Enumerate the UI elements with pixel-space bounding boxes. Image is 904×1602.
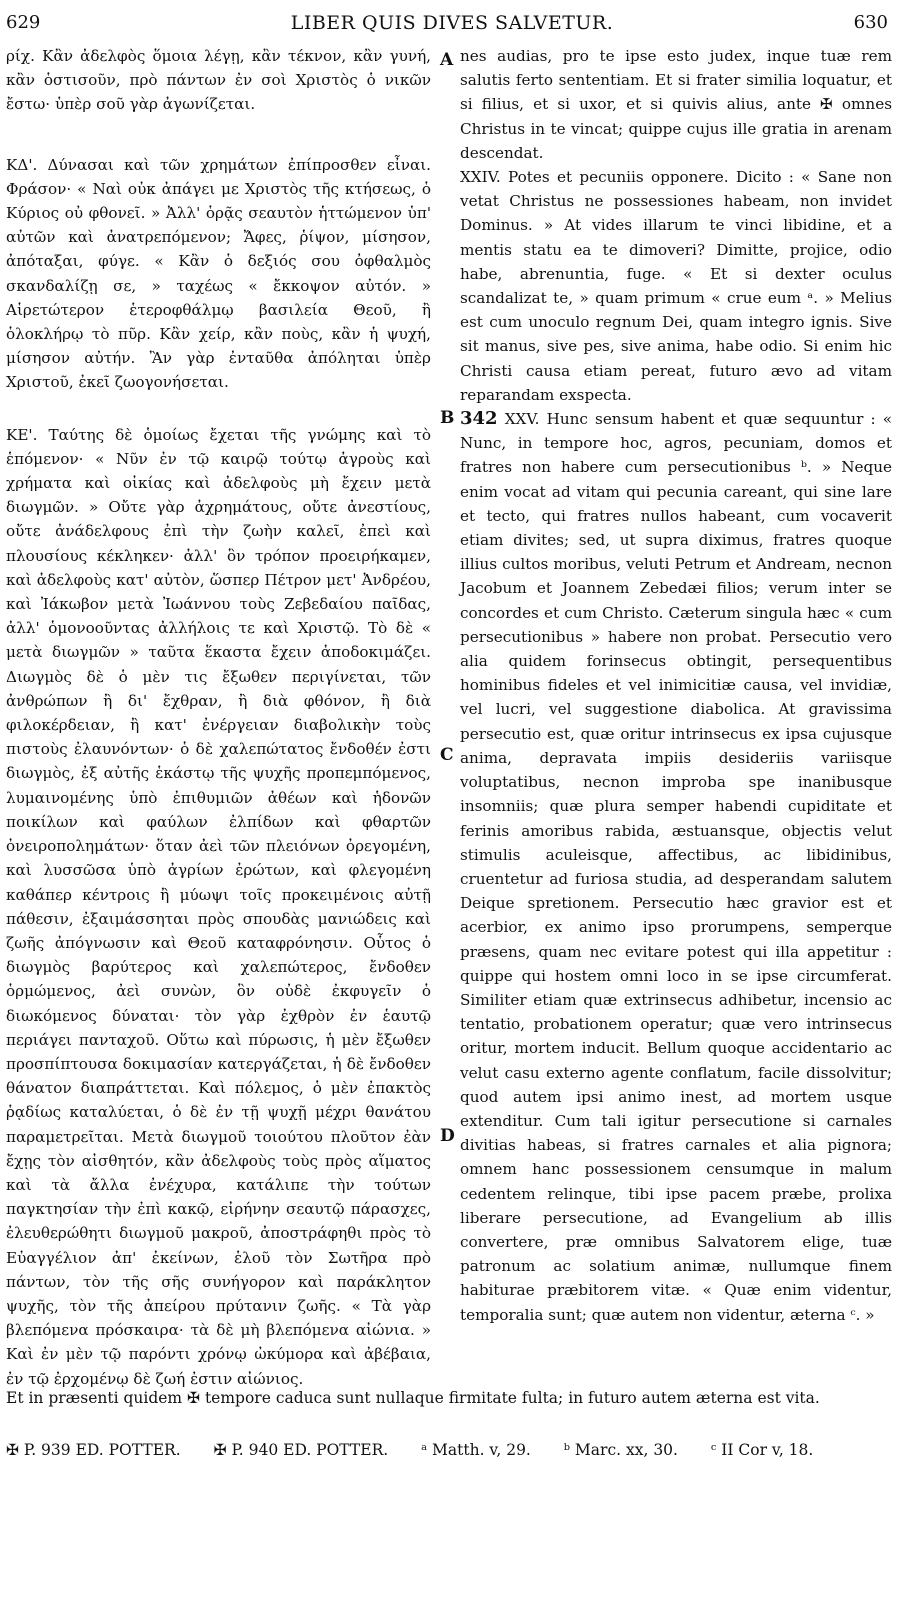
footnote-potter-940: ✠ P. 940 ED. POTTER. [213,1441,389,1459]
greek-paragraph-1: ρίχ. Κἂν ἀδελφὸς ὅμοια λέγῃ, κἂν τέκνον, κἂν γυνή, κἂν ὁστισοῦν, πρὸ πάντων ἐν σοὶ Χριστὸς ὁ νικῶν ἔστω· ὑπὲρ σοῦ γὰρ ἀγωνίζεται. [6,47,431,114]
page-number-right: 630 [853,12,888,33]
greek-paragraph-3: ΚΕ'. Ταύτης δὲ ὁμοίως ἔχεται τῆς γνώμης καὶ τὸ ἑπόμενον· « Νῦν ἐν τῷ καιρῷ τούτῳ ἀγροὺς καὶ χρήματα καὶ οἰκίας καὶ ἀδελφοὺς μὴ ἔχειν μετὰ διωγμῶν. » Οὔτε γὰρ ἀχρημάτους, οὔτε ἀνεστίους, οὔτε ἀνάδελφους ἐπὶ τὴν ζωὴν καλεῖ, ἐπεὶ καὶ πλουσίους κέκληκεν· ἀλλ' ὃν τρόπον προειρήκαμεν, καὶ ἀδελφοὺς κατ' αὐτὸν, ὥσπερ Πέτρον μετ' Ἀνδρέου, καὶ Ἰάκωβον μετὰ Ἰωάννου τοὺς Ζεβεδαίου παῖδας, ἀλλ' ὁμονοοῦντας ἀλλήλοις τε καὶ Χριστῷ. Τὸ δὲ « μετὰ διωγμῶν » ταῦτα ἕκαστα ἔχειν ἀποδοκιμάζει. Διωγμὸς δὲ ὁ μὲν τις ἔξωθεν περιγίνεται, τῶν ἀνθρώπων ἢ δι' ἔχθραν, ἢ διὰ φθόνον, ἢ διὰ φιλοκέρδειαν, ἢ κατ' ἐνέργειαν διαβολικὴν τοὺς πιστοὺς ἐλαυνόντων· ὁ δὲ χαλεπώτατος ἔνδοθέν ἐστι διωγμὸς, ἐξ αὐτῆς ἑκάστῳ τῆς ψυχῆς προπεμπόμενος, λυμαινομένης ὑπὸ ἐπιθυμιῶν ἀθέων καὶ ἡδονῶν ποικίλων καὶ φαύλων ἐλπίδων καὶ φθαρτῶν ὀνειροπολημάτων· ὅταν ἀεὶ τῶν πλειόνων ὀρεγομένη, καὶ λυσσῶσα ὑπὸ ἀγρίων ἐρώτων, καὶ φλεγομένη καθάπερ κέντροις ἢ μύωψι τοῖς προκειμένοις αὐτῇ πάθεσιν, ἐξαιμάσσηται πρὸς σπουδὰς μανιώδεις καὶ ζωῆς ἀπόγνωσιν καὶ Θεοῦ καταφρόνησιν. Οὗτος ὁ διωγμὸς βαρύτερος καὶ χαλεπώτερος, ἔνδοθεν ὁρμώμενος, ἀεὶ συνὼν, ὃν οὐδὲ ἐκφυγεῖν ὁ διωκόμενος δύναται· τὸν γὰρ ἐχθρὸν ἐν ἑαυτῷ περιάγει πανταχοῦ. Οὕτω καὶ πύρωσις, ἡ μὲν ἔξωθεν προσπίπτουσα δοκιμασίαν κατεργάζεται, ἡ δὲ ἔνδοθεν θάνατον διαπράττεται. Καὶ πόλεμος, ὁ μὲν ἐπακτὸς ῥᾳδίως καταλύεται, ὁ δὲ ἐν τῇ ψυχῇ μέχρι θανάτου παραμετρεῖται. Μετὰ διωγμοῦ τοιούτου πλοῦτον ἐὰν ἔχῃς τὸν αἰσθητόν, κἂν ἀδελφοὺς τοὺς πρὸς αἵματος καὶ τὰ ἄλλα ἐνέχυρα, κατάλιπε τὴν τούτων παγκτησίαν τὴν ἐπὶ κακῷ, εἰρήνην σεαυτῷ πάρασχες, ἐλευθερώθητι διωγμοῦ μακροῦ, ἀποστράφηθι πρὸς τὸ Εὐαγγέλιον ἀπ' ἐκείνων, ἑλοῦ τὸν Σωτῆρα πρὸ πάντων, τὸν τῆς σῆς συνήγορον καὶ παράκλητον ψυχῆς, τὸν τῆς ἀπείρου πρύτανιν ζωῆς. « Τὰ γὰρ βλεπόμενα πρόσκαιρα· τὰ δὲ μὴ βλεπόμενα αἰώνια. » Καὶ ἐν μὲν τῷ παρόντι χρόνῳ ὠκύμορα καὶ ἀβέβαια, ἐν τῷ ἐρχομένῳ δὲ ζωή ἐστιν αἰώνιος. [6,425,431,1388]
footnote-b: ᵇ Marc. xx, 30. [563,1441,678,1459]
page-header [0,12,904,42]
footnotes [6,1438,892,1462]
latin-paragraph-3 [460,407,892,1327]
footnote-potter-939: ✠ P. 939 ED. POTTER. [6,1441,181,1459]
page-number-left: 629 [6,12,41,33]
page-number-342: 342 [460,408,498,430]
running-title: LIBER QUIS DIVES SALVETUR. [290,12,614,34]
latin-column [460,44,892,1327]
margin-marker-a: A [440,50,454,70]
margin-marker-b: B [440,408,455,428]
footnote-a: ᵃ Matth. v, 29. [421,1441,531,1459]
margin-marker-d: D [440,1126,455,1146]
latin-paragraph-2: XXIV. Potes et pecuniis opponere. Dicito : « Sane non vetat Christus ne possessiones habeam, non invidet Dominus. » At vides illarum te vinci libidine, et a mentis statu ea te dimoveri? Dimitte, projice, odio habe, abrenuntia, fuge. « Et si dexter oculus scandalizat te, » quam primum « crue eum ᵃ. » Melius est cum unoculo regnum Dei, quam integro ignis. Sive sit manus, sive pes, sive anima, habe odio. Si enim hic Christi causa etiam pereat, futuro ævo ad vitam reparandam exspecta. [460,168,892,404]
greek-column [6,44,431,1391]
footnote-c: ᶜ II Cor v, 18. [710,1441,814,1459]
greek-paragraph-2: ΚΔ'. Δύνασαι καὶ τῶν χρημάτων ἐπίπροσθεν εἶναι. Φράσον· « Ναὶ οὐκ ἀπάγει με Χριστὸς τῆς κτήσεως, ὁ Κύριος οὐ φθονεῖ. » Ἀλλ' ὁρᾷς σεαυτὸν ἡττώμενον ὑπ' αὐτῶν καὶ ἀνατρεπόμενον; Ἄφες, ῥίψον, μίσησον, ἀπόταξαι, φύγε. « Κἂν ὁ δεξιός σου ὀφθαλμὸς σκανδαλίζῃ σε, » ταχέως « ἔκκοψον αὐτόν. » Αἱρετώτερον ἑτεροφθάλμῳ βασιλεία Θεοῦ, ἢ ὁλοκλήρῳ τὸ πῦρ. Κἂν χείρ, κἂν ποὺς, κἂν ἡ ψυχή, μίσησον αὐτήν. Ἂν γὰρ ἐνταῦθα ἀπόληται ὑπὲρ Χριστοῦ, ἐκεῖ ζωογονήσεται. [6,155,431,392]
latin-paragraph-3-text: XXV. Hunc sensum habent et quæ sequuntur : « Nunc, in tempore hoc, agros, pecuniam, domos et fratres non habere cum persecutionibus ᵇ. » Neque enim vocat ad vitam qui pecunia careant, qui sine lare et tecto, qui fratres nullos habeant, cum vocaverit etiam divites; sed, ut supra diximus, fratres quoque illius cultos moribus, veluti Petrum et Andream, necnon Jacobum et Joannem Zebedæi filios; verum inter se concordes et cum Christo. Cæterum singula hæc « cum persecutionibus » habere non probat. Persecutio vero alia quidem forinsecus obtingit, persequentibus hominibus fideles et vel inimicitiæ causa, vel invidiæ, vel lucri, vel suggestione diabolica. At gravissima persecutio est, quæ oritur intrinsecus ex ipsa cujusque anima, depravata impiis desideriis variisque voluptatibus, necnon improba spe inanibusque insomniis; quæ plura semper habendi cupiditate et ferinis amoribus rabida, æstuansque, objectis velut stimulis aculeisque, affectibus, ac libidinibus, cruentetur ad furiosa studia, ad desperandam salutem Deique spretionem. Persecutio hæc gravior est et acerbior, ex animo ipso prorumpens, semperque præsens, quam nec evitare potest qui illa appetitur : quippe qui hostem omni loco in se ipse circumferat. Similiter etiam quæ extrinsecus adhibetur, incensio ac tentatio, probationem operatur; quæ vero intrinsecus oritur, mortem inducit. Bellum quoque accidentario ac velut casu externo agente conflatum, facile dissolvitur; quod autem ipsi animo inest, ad mortem usque extenditur. Cum tali igitur persecutione si carnales divitias habeas, si fratres carnales et alia pignora; omnem hanc possessionem censumque in malum cedentem relinque, tibi ipse pacem præbe, prolixa liberare persecutione, ad Evangelium ab illis convertere, præ omnibus Salvatorem elige, tuæ patronum ac solatium animæ, nullumque finem habiturae præbitorem vitæ. « Quæ enim videntur, temporalia sunt; quæ autem non videntur, æterna ᶜ. » [460,410,892,1324]
closing-line: Et in præsenti quidem ✠ tempore caduca sunt nullaque firmitate fulta; in futuro autem æterna est vita. [6,1389,820,1407]
margin-marker-c: C [440,745,454,765]
latin-paragraph-1: nes audias, pro te ipse esto judex, inque tuæ rem salutis ferto sententiam. Et si frater similia loquatur, et si filius, et si uxor, et si quivis alius, ante ✠ omnes Christus in te vincat; quippe cujus ille gratia in arenam descendat. [460,47,892,162]
